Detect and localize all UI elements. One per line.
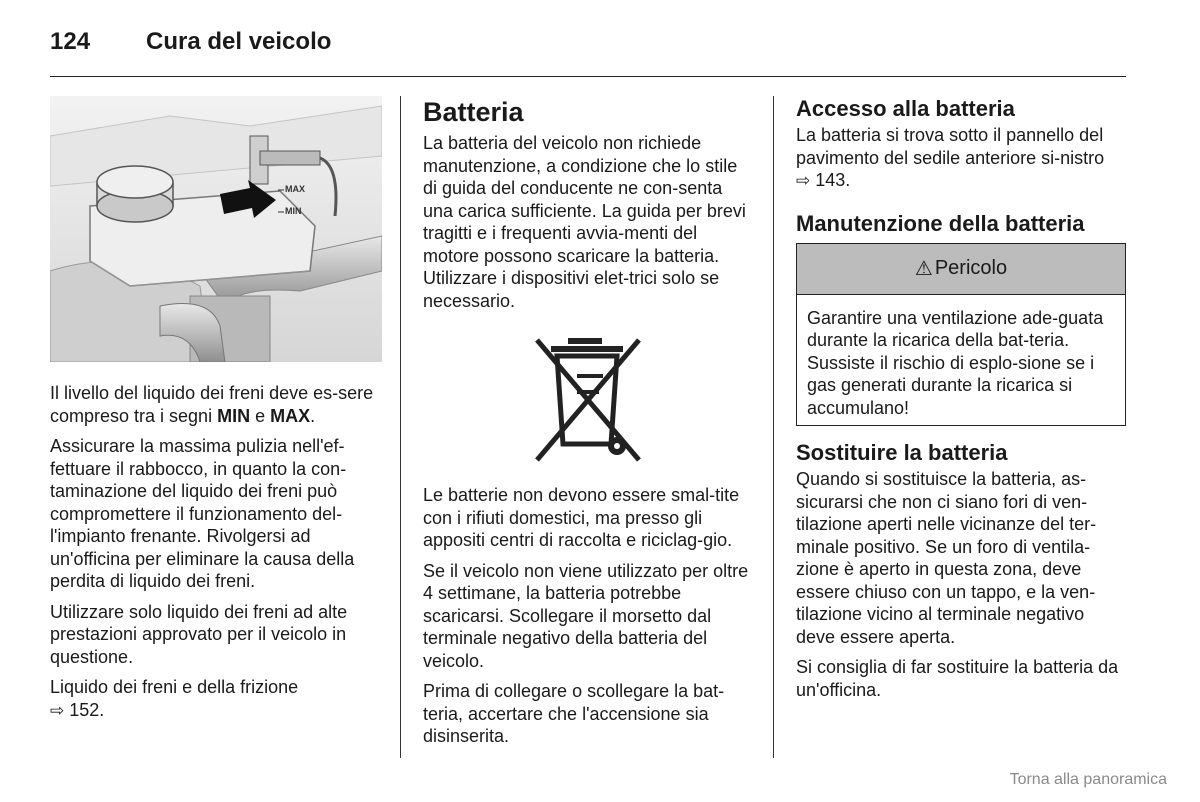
section-heading-battery: Batteria bbox=[423, 97, 524, 127]
column-divider bbox=[400, 96, 401, 758]
fluid-reference-paragraph bbox=[50, 676, 382, 722]
min-mark-label: MIN bbox=[285, 206, 302, 216]
min-label: MIN bbox=[217, 405, 251, 426]
approved-fluid-paragraph: Utilizzare solo liquido dei freni ad alte prestazioni approvato per il veicolo in questione. bbox=[50, 601, 348, 667]
reference-arrow-icon: ⇨ bbox=[796, 171, 811, 190]
page-title: Cura del veicolo bbox=[146, 28, 332, 55]
battery-ignition-paragraph: Prima di collegare o scollegare la bat-teria, accertare che l'accensione sia disinserita. bbox=[423, 681, 725, 746]
text: . bbox=[310, 405, 316, 426]
warning-triangle-icon: ⚠ bbox=[914, 258, 933, 280]
back-to-overview-link[interactable]: Torna alla panoramica bbox=[1009, 771, 1167, 788]
battery-replacement-paragraph: Quando si sostituisce la batteria, as-sicurarsi che non ci siano fori di ven-tilazione aperti nelle vicinanze del ter-minale positivo. Se un foro di ventila-zione è aperto in questa zona, deve essere chiuso con un tappo, e la ven-tilazione vicino al terminale negativo deve essere aperta. bbox=[796, 469, 1097, 647]
battery-storage-paragraph: Se il veicolo non viene utilizzato per oltre 4 settimane, la batteria potrebbe scaricarsi. Scollegare il morsetto dal terminale negativo della batteria del veicolo. bbox=[423, 560, 749, 671]
warning-body bbox=[797, 295, 1125, 426]
warning-text: Garantire una ventilazione ade-guata durante la ricarica della bat-teria. Sussiste il rischio di esplo-sione se i gas generati durante la ricarica si accumulano! bbox=[807, 307, 1104, 418]
brake-fluid-level-paragraph bbox=[50, 382, 382, 427]
crossed-out-bin-icon bbox=[533, 336, 643, 466]
reference-page: 152. bbox=[64, 699, 105, 720]
page-header bbox=[50, 24, 1126, 77]
battery-disposal-paragraph: Le batterie non devono essere smal-tite con i rifiuti domestici, ma presso gli appositi centri di raccolta e riciclag-gio. bbox=[423, 485, 740, 550]
heading-battery-maintenance: Manutenzione della batteria bbox=[796, 210, 1085, 236]
max-mark-label: MAX bbox=[285, 184, 305, 194]
battery-access-paragraph bbox=[796, 124, 1126, 193]
page-reference-link[interactable] bbox=[796, 170, 850, 190]
workshop-recommendation-paragraph: Si consiglia di far sostituire la batteria da un'officina. bbox=[796, 657, 1119, 700]
text: La batteria si trova sotto il pannello del pavimento del sedile anteriore si-nistro bbox=[796, 125, 1105, 168]
reference-arrow-icon: ⇨ bbox=[50, 700, 65, 720]
text: Il livello del liquido dei freni deve es-sere compreso tra i segni bbox=[50, 383, 374, 426]
column-battery bbox=[423, 96, 753, 756]
warning-header bbox=[797, 244, 1125, 295]
warning-title: Pericolo bbox=[934, 257, 1008, 279]
danger-warning-box bbox=[796, 243, 1126, 427]
column-brake-fluid bbox=[50, 96, 382, 730]
text: e bbox=[250, 405, 271, 426]
column-battery-access bbox=[796, 96, 1126, 709]
heading-battery-access: Accesso alla batteria bbox=[796, 96, 1015, 121]
brake-fluid-reservoir-illustration bbox=[50, 96, 382, 362]
heading-battery-replacement: Sostituire la batteria bbox=[796, 440, 1008, 465]
column-divider bbox=[773, 96, 774, 758]
cleanliness-paragraph: Assicurare la massima pulizia nell'ef-fettuare il rabbocco, in quanto la con-taminazione del liquido dei freni può compromettere il funzionamento del-l'impianto frenante. Rivolgersi ad un'officina per eliminare la causa della perdita di liquido dei freni. bbox=[50, 436, 355, 591]
max-label: MAX bbox=[270, 405, 311, 426]
battery-maintenance-paragraph: La batteria del veicolo non richiede manutenzione, a condizione che lo stile di guida del conducente ne con-senta una carica sufficiente. La guida per brevi tragitti e i frequenti avvia-menti del motore possono scaricare la batteria. Utilizzare i dispositivi elet-trici solo se necessario. bbox=[423, 133, 746, 311]
reference-page: 143. bbox=[810, 170, 851, 190]
text: Liquido dei freni e della frizione bbox=[50, 677, 299, 697]
page-reference-link[interactable] bbox=[50, 700, 104, 720]
page-number: 124 bbox=[50, 28, 91, 55]
